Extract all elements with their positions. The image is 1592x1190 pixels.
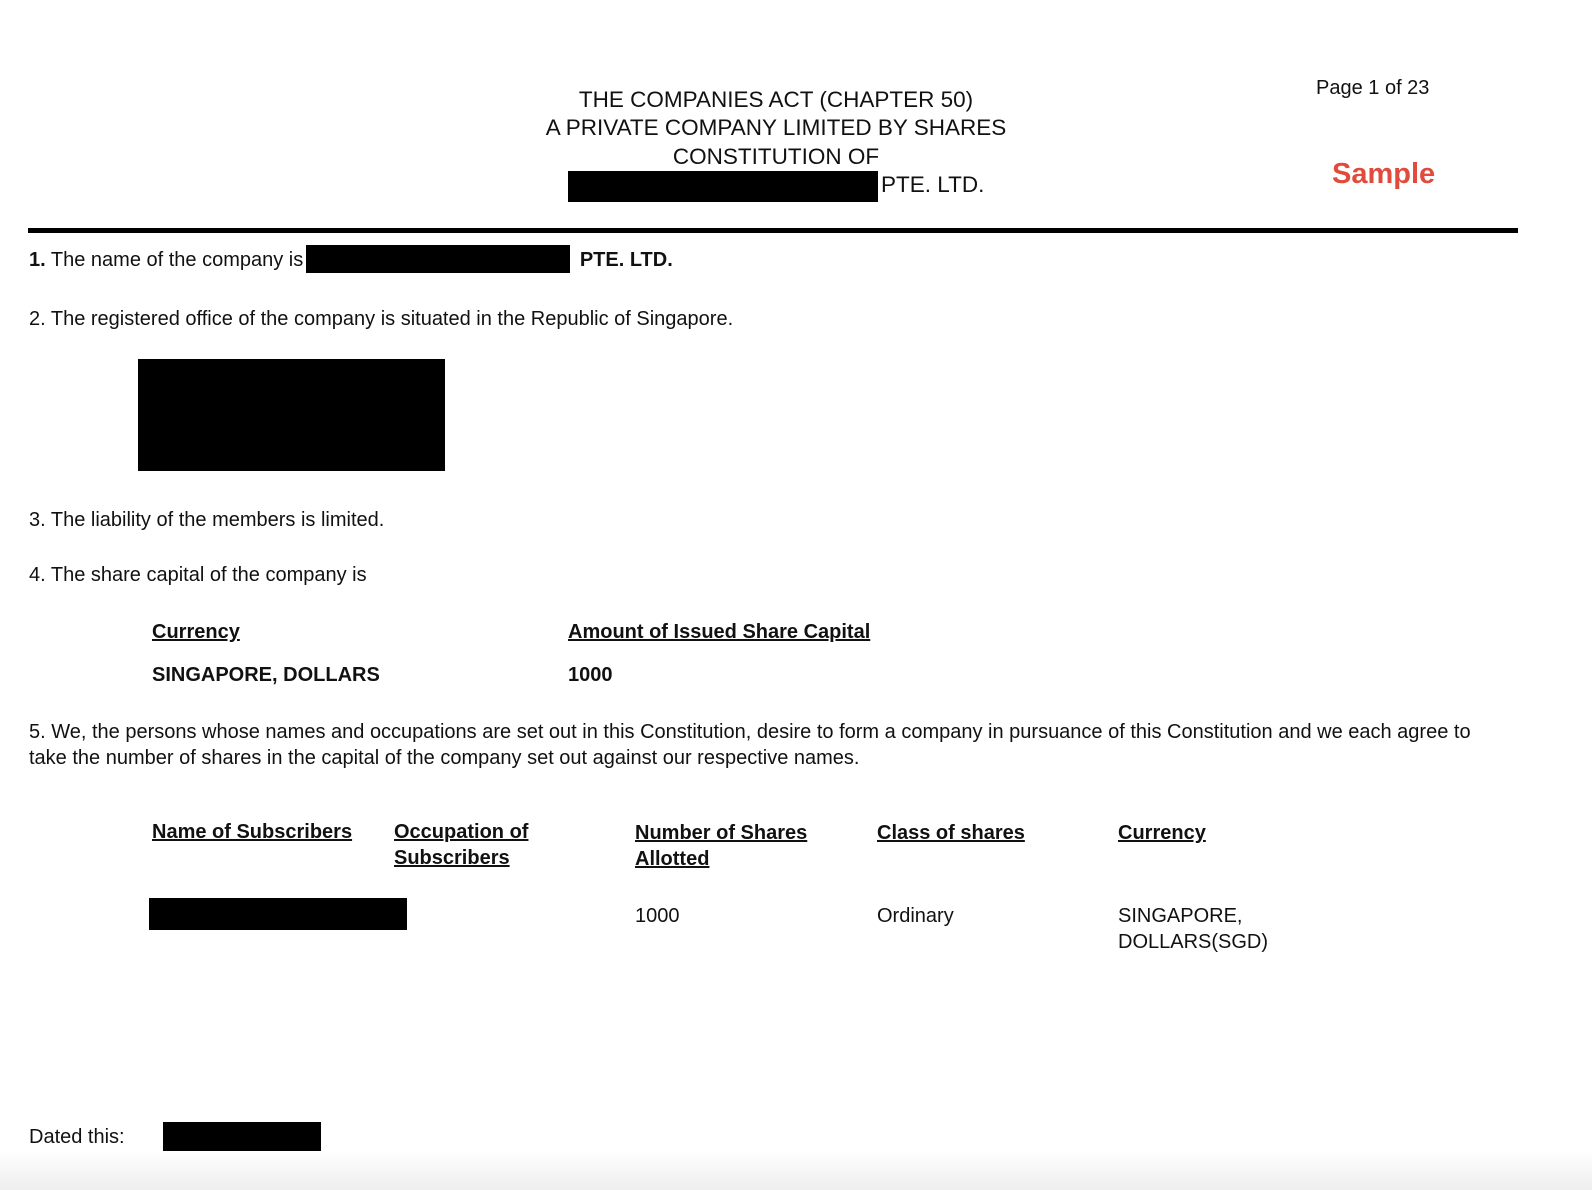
subscriber-class-value: Ordinary xyxy=(877,905,954,927)
redacted-date xyxy=(163,1122,321,1151)
clause-4: 4. The share capital of the company is xyxy=(29,564,367,586)
header-line-act: THE COMPANIES ACT (CHAPTER 50) xyxy=(578,87,974,112)
clause-5: 5. We, the persons whose names and occupations are set out in this Constitution, desire to form a company in pursuance of this Constitution and we each agree to take the number of shares in the capital of the company set out against our respective names. xyxy=(29,721,1471,769)
clause-2: 2. The registered office of the company is situated in the Republic of Singapore. xyxy=(29,308,734,330)
subscriber-currency-value: SINGAPORE, DOLLARS(SGD) xyxy=(1118,905,1269,953)
redacted-company-name xyxy=(568,171,878,202)
subscribers-occupation-header: Occupation of Subscribers xyxy=(394,821,529,869)
redacted-subscriber-name xyxy=(149,898,407,930)
clause-1-number: 1. xyxy=(29,249,46,271)
clause-1 xyxy=(29,247,673,273)
subscribers-name-header: Name of Subscribers xyxy=(152,821,353,843)
sample-watermark: Sample xyxy=(1332,158,1436,190)
share-capital-currency-value: SINGAPORE, DOLLARS xyxy=(152,664,380,686)
subscribers-class-header: Class of shares xyxy=(877,822,1025,844)
header-company-name xyxy=(568,171,984,202)
header-line-company-type: A PRIVATE COMPANY LIMITED BY SHARES xyxy=(545,115,1007,140)
redacted-company-name-clause xyxy=(306,245,570,273)
clause-1-text: The name of the company is xyxy=(50,249,304,271)
share-capital-amount-value: 1000 xyxy=(568,664,613,686)
header-name-suffix: PTE. LTD. xyxy=(881,172,985,198)
redacted-registered-office xyxy=(138,359,445,471)
share-capital-currency-header: Currency xyxy=(152,621,240,643)
page-indicator: Page 1 of 23 xyxy=(1316,77,1430,99)
clause-3: 3. The liability of the members is limited. xyxy=(29,509,385,531)
header-line-constitution: CONSTITUTION OF xyxy=(672,144,880,169)
clause-1-suffix: PTE. LTD. xyxy=(579,249,673,271)
header-divider xyxy=(28,228,1518,233)
subscribers-currency-header: Currency xyxy=(1118,822,1206,844)
subscribers-shares-header: Number of Shares Allotted xyxy=(635,822,808,870)
page-bottom-shade xyxy=(0,1150,1592,1190)
share-capital-amount-header: Amount of Issued Share Capital xyxy=(568,621,871,643)
dated-label: Dated this: xyxy=(29,1126,125,1148)
subscriber-shares-value: 1000 xyxy=(635,905,680,927)
